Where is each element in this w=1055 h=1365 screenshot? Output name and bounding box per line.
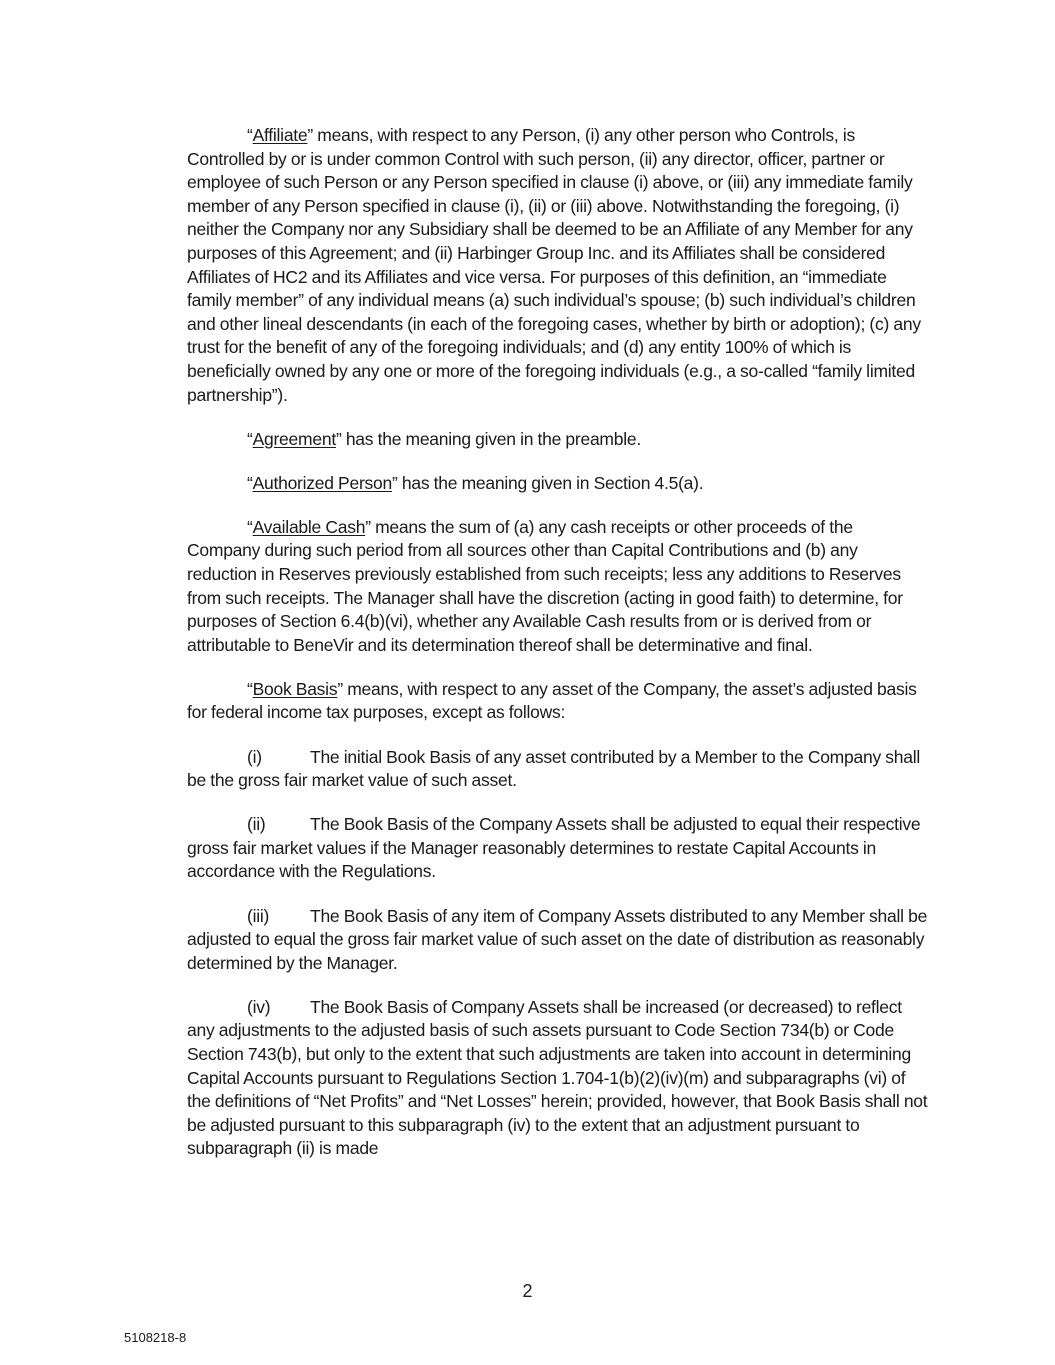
- open-quote: “: [247, 678, 253, 699]
- definition-agreement: [187, 428, 929, 452]
- definition-authorized-person: [187, 472, 929, 496]
- open-quote: “: [247, 516, 253, 537]
- subparagraph-number: (i): [247, 746, 262, 767]
- definition-text: ” means, with respect to any asset of the Company, the asset’s adjusted basis for federal income tax purposes, except as follows:: [187, 678, 917, 723]
- definition-text: ” means the sum of (a) any cash receipts or other proceeds of the Company during such period from all sources other than Capital Contributions and (b) any reduction in Reserves previously established from such receipts; less any additions to Reserves from such receipts. The Manager shall have the discretion (acting in good faith) to determine, for purposes of Section 6.4(b)(vi), whether any Available Cash results from or is derived from or attributable to BeneVir and its determination thereof shall be determinative and final.: [187, 516, 903, 655]
- page-number: 2: [522, 1281, 533, 1301]
- subparagraph-ii: [187, 813, 929, 884]
- definition-text: ” has the meaning given in the preamble.: [335, 428, 641, 449]
- subparagraph-i: [187, 746, 929, 793]
- subparagraph-number: (iv): [247, 996, 271, 1017]
- open-quote: “: [247, 125, 253, 145]
- subparagraph-text: The Book Basis of Company Assets shall be increased (or decreased) to reflect any adjustments to the adjusted basis of such assets pursuant to Code Section 734(b) or Code Section 743(b), but only to the extent that such adjustments are taken into account in determining Capital Accounts pursuant to Regulations Section 1.704-1(b)(2)(iv)(m) and subparagraphs (vi) of the definitions of “Net Profits” and “Net Losses” herein; provided, however, that Book Basis shall not be adjusted pursuant to this subparagraph (iv) to the extent that an adjustment pursuant to subparagraph (ii) is made: [187, 996, 928, 1159]
- definition-affiliate: [187, 124, 929, 407]
- open-quote: “: [247, 428, 253, 449]
- subparagraph-iii: [187, 905, 929, 976]
- subparagraph-text: The initial Book Basis of any asset contributed by a Member to the Company shall be the gross fair market value of such asset.: [187, 746, 921, 791]
- subparagraph-number: (ii): [247, 814, 266, 835]
- definition-available-cash: [187, 516, 929, 658]
- defined-term-available-cash: Available Cash: [252, 516, 366, 537]
- defined-term-agreement: Agreement: [252, 428, 336, 449]
- definition-text: ” has the meaning given in Section 4.5(a).: [392, 472, 704, 493]
- subparagraph-text: The Book Basis of any item of Company Assets distributed to any Member shall be adjusted to equal the gross fair market value of such asset on the date of distribution as reasonably determined by the Manager.: [187, 905, 928, 973]
- subparagraph-iv: [187, 996, 929, 1161]
- document-body: [187, 124, 929, 1161]
- subparagraph-number: (iii): [247, 905, 270, 926]
- subparagraph-text: The Book Basis of the Company Assets shall be adjusted to equal their respective gross fair market values if the Manager reasonably determines to restate Capital Accounts in accordance with the Regulations.: [187, 814, 921, 882]
- defined-term-authorized-person: Authorized Person: [252, 472, 393, 493]
- defined-term-affiliate: Affiliate: [252, 125, 308, 145]
- definition-text: ” means, with respect to any Person, (i) any other person who Controls, is Controlled by or is under common Control with such person, (ii) any director, officer, partner or employee of such Person or any Person specified in clause (i) above, or (iii) any immediate family member of any Person specified in clause (i), (ii) or (iii) above. Notwithstanding the foregoing, (i) neither the Company nor any Subsidiary shall be deemed to be an Affiliate of any Member for any purposes of this Agreement; and (ii) Harbinger Group Inc. and its Affiliates shall be considered Affiliates of HC2 and its Affiliates and vice versa. For purposes of this definition, an “immediate family member” of any individual means (a) such individual’s spouse; (b) such individual’s children and other lineal descendants (in each of the foregoing cases, whether by birth or adoption); (c) any trust for the benefit of any of the foregoing individuals; and (d) any entity 100% of which is beneficially owned by any one or more of the foregoing individuals (e.g., a so-called “family limited partnership”).: [187, 125, 921, 405]
- document-id: 5108218-8: [124, 1330, 187, 1345]
- open-quote: “: [247, 472, 253, 493]
- definition-book-basis: [187, 678, 929, 725]
- defined-term-book-basis: Book Basis: [252, 678, 338, 699]
